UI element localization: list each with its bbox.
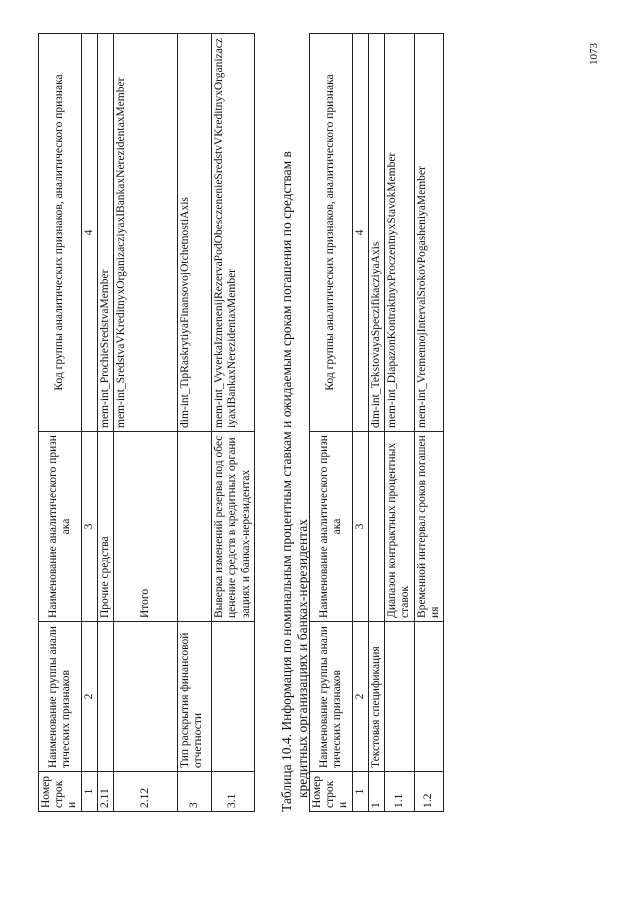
column-number: 1 <box>352 772 368 812</box>
table-row <box>414 34 443 812</box>
row-number: 3 <box>178 772 212 812</box>
table-row <box>178 34 212 812</box>
table-row <box>97 34 113 812</box>
attribute-name <box>368 432 384 622</box>
header-code: Код группы аналитических признаков, аналитического признака <box>310 34 353 432</box>
group-name <box>212 622 255 772</box>
column-number: 2 <box>352 622 368 772</box>
attribute-name: Диапазон контрактных процентных ставок <box>385 432 414 622</box>
group-name: Тип раскрытия финансовой отчетности <box>178 622 212 772</box>
group-name <box>114 622 178 772</box>
page-number: 1073 <box>588 43 600 65</box>
table-header-row <box>39 34 82 812</box>
table-row <box>368 34 384 812</box>
column-number-row <box>352 34 368 812</box>
code: dim-int_TipRaskrytiyaFinansovojOtchetnostiAxis <box>178 34 212 432</box>
header-attribute-name: Наименование аналитического признака <box>39 432 82 622</box>
row-number: 1.2 <box>414 772 443 812</box>
header-group-name: Наименование группы аналитических признаков <box>39 622 82 772</box>
row-number: 1 <box>368 772 384 812</box>
column-number: 4 <box>352 34 368 432</box>
code: dim-int_TekstovayaSpeczifikacziyaAxis <box>368 34 384 432</box>
code: mem-int_SredstvaVKreditnyxOrganizacziyaxIBankaxNerezidentaxMember <box>114 34 178 432</box>
attribute-name <box>178 432 212 622</box>
code: mem-int_DiapazonKontraktnyxProczentnyxStavokMember <box>385 34 414 432</box>
attribute-name: Итого <box>114 432 178 622</box>
header-row-number: Номер строки <box>39 772 82 812</box>
column-number: 2 <box>81 622 97 772</box>
column-number-row <box>81 34 97 812</box>
header-code: Код группы аналитических признаков, аналитического признака <box>39 34 82 432</box>
column-number: 4 <box>81 34 97 432</box>
group-name: Текстовая спецификация <box>368 622 384 772</box>
column-number: 3 <box>81 432 97 622</box>
group-name <box>385 622 414 772</box>
table-10-4-caption <box>279 22 310 812</box>
row-number: 1.1 <box>385 772 414 812</box>
row-number: 2.11 <box>97 772 113 812</box>
table-header-row <box>310 34 353 812</box>
code: mem-int_VremennojIntervalSrokovPogasheniyaMember <box>414 34 443 432</box>
code: mem-int_VyverkaIzmenenijRezervaPodObesczenenieSredstvVKreditnyxOrganizacziyaxIBankaxNerezidentaxMember <box>212 34 255 432</box>
row-number: 2.12 <box>114 772 178 812</box>
caption-line-2: кредитных организациях и банках-нерезидентах <box>294 519 310 798</box>
header-row-number: Номер строки <box>310 772 353 812</box>
group-name <box>97 622 113 772</box>
table-10-4 <box>309 33 444 812</box>
group-name <box>414 622 443 772</box>
header-attribute-name: Наименование аналитического признака <box>310 432 353 622</box>
table-row <box>385 34 414 812</box>
code: mem-int_ProchieSredstvaMember <box>97 34 113 432</box>
row-number: 3.1 <box>212 772 255 812</box>
header-group-name: Наименование группы аналитических признаков <box>310 622 353 772</box>
table-row <box>212 34 255 812</box>
table-10-3-continued <box>38 33 255 812</box>
caption-line-1: Таблица 10.4. Информация по номинальным процентным ставкам и ожидаемым срокам погашения по средствам в <box>279 151 294 812</box>
attribute-name: Выверка изменений резерва под обесценение средств в кредитных организациях и банках-нерезидентах <box>212 432 255 622</box>
attribute-name: Прочие средства <box>97 432 113 622</box>
table-row <box>114 34 178 812</box>
attribute-name: Временной интервал сроков погашения <box>414 432 443 622</box>
column-number: 1 <box>81 772 97 812</box>
column-number: 3 <box>352 432 368 622</box>
